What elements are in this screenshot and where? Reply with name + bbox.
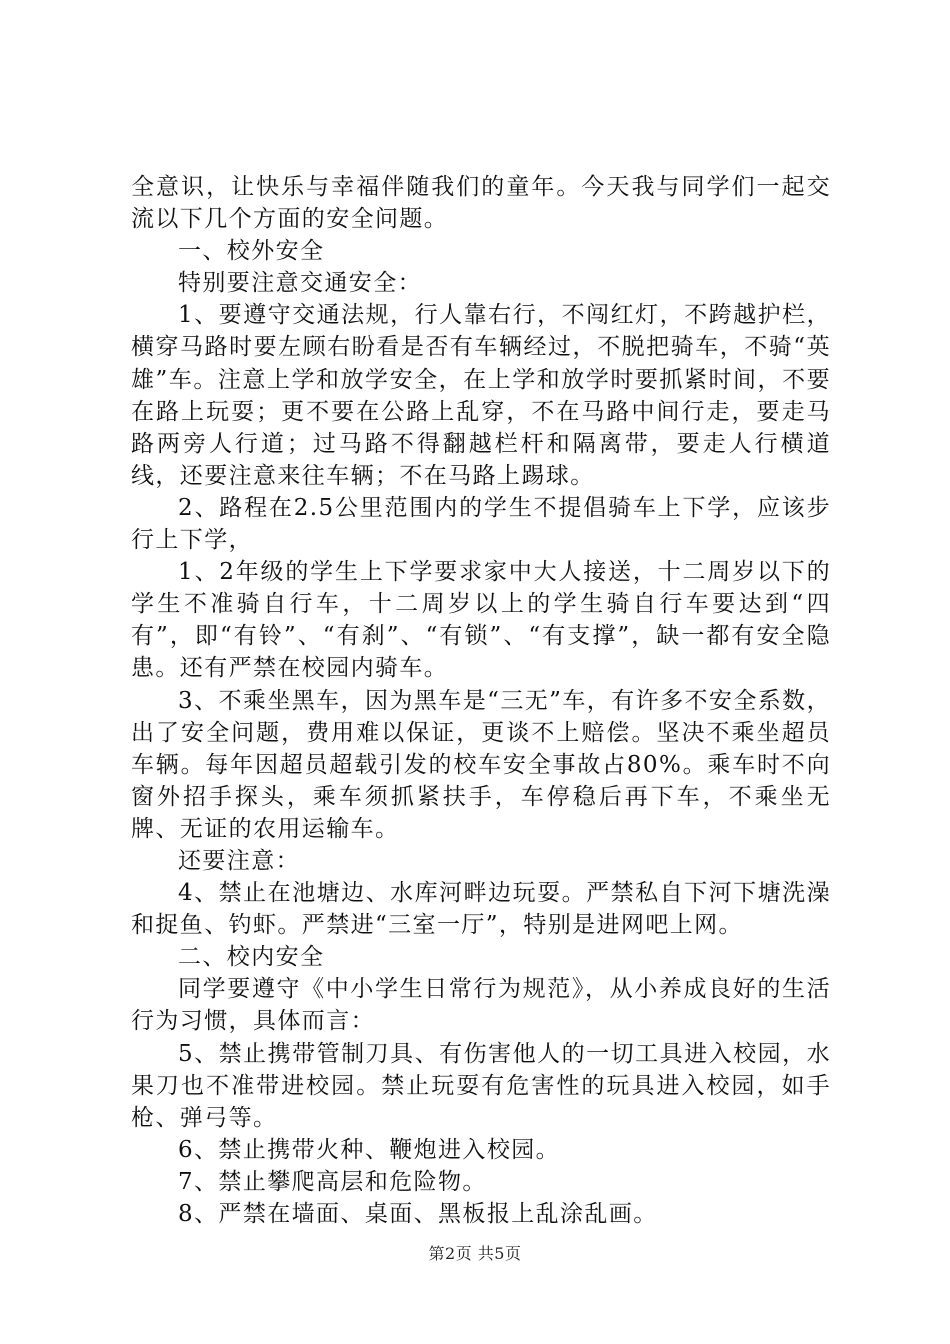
page-number-footer: 第2页 共5页 [428,1244,522,1263]
heading-on-campus-safety: 二、校内安全 [178,944,325,971]
document-body [131,171,831,1230]
paragraph-rule-6: 6、禁止携带火种、鞭炮进入校园。 [178,1136,561,1163]
heading-off-campus-safety: 一、校外安全 [178,238,325,265]
paragraph-intro: 全意识，让快乐与幸福伴随我们的童年。今天我与同学们一起交流以下几个方面的安全问题。 [131,174,831,233]
paragraph-rule-7: 7、禁止攀爬高层和危险物。 [178,1168,487,1195]
paragraph-rule-4: 4、禁止在池塘边、水库河畔边玩耍。严禁私自下河下塘洗澡和捉鱼、钓虾。严禁进“三室一厅”，特别是进网吧上网。 [131,880,831,939]
paragraph-code-of-conduct: 同学要遵守《中小学生日常行为规范》，从小养成良好的生活行为习惯，具体而言： [131,976,831,1035]
paragraph-rule-8: 8、严禁在墙面、桌面、黑板报上乱涂乱画。 [178,1201,658,1227]
paragraph-rule-2: 2、路程在2.5公里范围内的学生不提倡骑车上下学，应该步行上下学， [131,494,831,554]
paragraph-rule-5: 5、禁止携带管制刀具、有伤害他人的一切工具进入校园，水果刀也不准带进校园。禁止玩耍有危害性的玩具进入校园，如手枪、弹弓等。 [131,1040,831,1131]
paragraph-grades-1-2: 1、2年级的学生上下学要求家中大人接送，十二周岁以下的学生不准骑自行车，十二周岁以上的学生骑自行车要达到“四有”，即“有铃”、“有刹”、“有锁”、“有支撑”，缺一都有安全隐患。还有严禁在校园内骑车。 [131,559,831,682]
paragraph-traffic-safety-lead: 特别要注意交通安全： [178,270,422,297]
paragraph-also-note: 还要注意： [178,847,300,874]
paragraph-rule-3: 3、不乘坐黑车，因为黑车是“三无”车，有许多不安全系数，出了安全问题，费用难以保证，更谈不上赔偿。坚决不乘坐超员车辆。每年因超员超载引发的校车安全事故占80%。乘车时不向窗外招手探头，乘车须抓紧扶手，车停稳后再下车，不乘坐无牌、无证的农用运输车。 [131,687,831,842]
paragraph-rule-1: 1、要遵守交通法规，行人靠右行，不闯红灯，不跨越护栏，横穿马路时要左顾右盼看是否有车辆经过，不脱把骑车，不骑“英雄”车。注意上学和放学安全，在上学和放学时要抓紧时间，不要在路上玩耍；更不要在公路上乱穿，不在马路中间行走，要走马路两旁人行道；过马路不得翻越栏杆和隔离带，要走人行横道线，还要注意来往车辆；不在马路上踢球。 [131,302,831,489]
